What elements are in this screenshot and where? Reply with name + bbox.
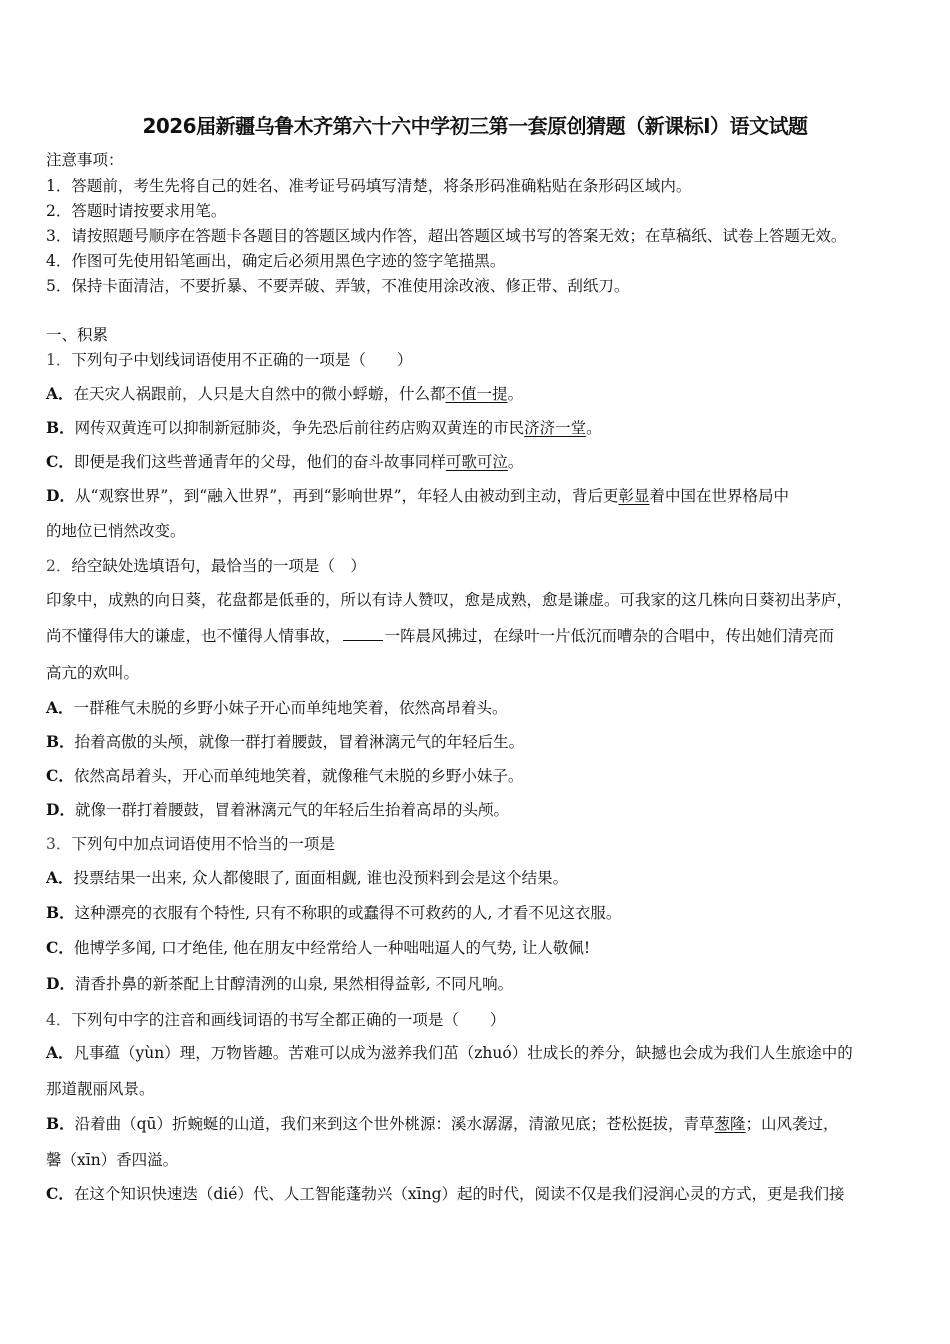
question-4-stem — [46, 1010, 505, 1030]
question-text: 下列句中字的注音和画线词语的书写全都正确的一项是（ ） — [71, 1011, 506, 1029]
option-label: D． — [46, 486, 75, 505]
passage-text: 一阵晨风拂过，在绿叶一片低沉而嘈杂的合唱中，传出她们清亮而 — [384, 627, 835, 645]
page-title: 2026届新疆乌鲁木齐第六十六中学初三第一套原创猜题（新课标Ⅰ）语文试题 — [142, 114, 808, 138]
option-label: A． — [46, 1043, 74, 1062]
option-label: B． — [46, 418, 75, 437]
passage-text: 尚不懂得伟大的谦虚，也不懂得人情事故， — [46, 627, 341, 645]
option-a — [46, 868, 568, 888]
option-label: C． — [46, 766, 74, 785]
section-heading: 一、积累 — [46, 326, 109, 344]
option-label: A． — [46, 698, 74, 717]
passage-line: 印象中，成熟的向日葵，花盘都是低垂的，所以有诗人赞叹，愈是成熟，愈是谦虚。可我家的这几株向日葵初出茅庐， — [46, 591, 853, 609]
option-label: D． — [46, 800, 75, 819]
option-text: 依然高昂着头，开心而单纯地笑着，就像稚气未脱的乡野小妹子。 — [73, 767, 524, 785]
option-label: A． — [46, 384, 74, 403]
option-label: C． — [46, 452, 74, 471]
option-a — [46, 1043, 853, 1063]
question-3-stem — [46, 834, 335, 854]
notice-item: 2．答题时请按要求用笔。 — [46, 202, 227, 220]
notice-item: 1．答题前，考生先将自己的姓名、准考证号码填写清楚，将条形码准确粘贴在条形码区域内。 — [46, 177, 692, 195]
option-c — [46, 452, 523, 472]
option-c — [46, 1184, 845, 1204]
option-label: D． — [46, 974, 75, 993]
option-text: 网传双黄连可以抑制新冠肺炎，争先恐后前往药店购双黄连的市民 — [74, 419, 525, 437]
option-label: C． — [46, 938, 74, 957]
option-text: 从“观察世界”，到“融入世界”，再到“影响世界”，年轻人由被动到主动，背后更 — [74, 487, 619, 505]
question-text: 下列句中加点词语使用不恰当的一项是 — [71, 835, 335, 853]
option-text: 清香扑鼻的新茶配上甘醇清洌的山泉, 果然相得益彰, 不同凡响。 — [74, 975, 514, 993]
option-b-continued: 馨（xīn）香四溢。 — [46, 1151, 179, 1169]
question-number: 3． — [46, 835, 72, 853]
question-text: 给空缺处选填语句，最恰当的一项是（ ） — [71, 557, 366, 575]
option-text: 就像一群打着腰鼓，冒着淋漓元气的年轻后生抬着高昂的头颅。 — [74, 801, 509, 819]
question-2-stem — [46, 556, 366, 576]
option-text: 。 — [507, 453, 524, 471]
question-text: 下列句子中划线词语使用不正确的一项是（ ） — [71, 351, 413, 369]
option-b — [46, 1114, 839, 1134]
notice-item: 3．请按照题号顺序在答题卡各题目的答题区域内作答，超出答题区域书写的答案无效；在草稿纸、试卷上答题无效。 — [46, 227, 847, 245]
option-c — [46, 766, 523, 786]
option-text: 抬着高傲的头颅，就像一群打着腰鼓，冒着淋漓元气的年轻后生。 — [74, 733, 525, 751]
option-d — [46, 800, 509, 820]
option-label: B． — [46, 1114, 75, 1133]
option-b — [46, 903, 621, 923]
option-text: 。 — [586, 419, 602, 437]
option-b — [46, 418, 602, 438]
option-a — [46, 384, 523, 404]
notice-heading: 注意事项： — [46, 151, 124, 169]
option-text: 。 — [507, 385, 524, 403]
option-b — [46, 732, 524, 752]
notice-item: 4．作图可先使用铅笔画出，确定后必须用黑色字迹的签字笔描黑。 — [46, 252, 506, 270]
option-text: 他博学多闻, 口才绝佳, 他在朋友中经常给人一种咄咄逼人的气势, 让人敬佩! — [73, 939, 591, 957]
option-label: C． — [46, 1184, 74, 1203]
option-text: 投票结果一出来, 众人都傻眼了, 面面相觑, 谁也没预料到会是这个结果。 — [73, 869, 569, 887]
option-label: A． — [46, 868, 74, 887]
option-c — [46, 938, 590, 958]
option-text: ；山风袭过， — [745, 1115, 839, 1133]
option-text: 凡事蕴（yùn）理，万物皆趣。苦难可以成为滋养我们茁（zhuó）壮成长的养分，缺撼也会成为我们人生旅途中的 — [73, 1044, 853, 1062]
option-label: B． — [46, 903, 75, 922]
underlined-word: 葱隆 — [714, 1115, 746, 1133]
option-text: 在天灾人祸跟前，人只是大自然中的微小蜉蝣，什么都 — [73, 385, 446, 403]
question-number: 2． — [46, 557, 72, 575]
underlined-word: 济济一堂 — [524, 419, 587, 437]
option-d-continued: 的地位已悄然改变。 — [46, 522, 186, 540]
option-d — [46, 974, 513, 994]
underlined-word: 不值一提 — [445, 385, 508, 403]
question-number: 4． — [46, 1011, 72, 1029]
fill-blank — [343, 626, 383, 641]
option-text: 在这个知识快速迭（dié）代、人工智能蓬勃兴（xīng）起的时代，阅读不仅是我们浸润心灵的方式，更是我们接 — [73, 1185, 845, 1203]
option-text: 沿着曲（qū）折蜿蜒的山道，我们来到这个世外桃源：溪水潺潺，清澈见底；苍松挺拔，青草 — [74, 1115, 715, 1133]
option-text: 即便是我们这些普通青年的父母，他们的奋斗故事同样 — [73, 453, 446, 471]
option-a — [46, 698, 508, 718]
option-text: 着中国在世界格局中 — [649, 487, 790, 505]
option-text: 这种漂亮的衣服有个特性, 只有不称职的或蠢得不可救药的人, 才看不见这衣服。 — [74, 904, 622, 922]
underlined-word: 彰显 — [618, 487, 650, 505]
passage-line — [46, 626, 834, 646]
passage-line: 高亢的欢叫。 — [46, 664, 140, 682]
underlined-word: 可歌可泣 — [445, 453, 508, 471]
option-d — [46, 486, 789, 506]
question-number: 1． — [46, 351, 72, 369]
notice-item: 5．保持卡面清洁，不要折暴、不要弄破、弄皱，不准使用涂改液、修正带、刮纸刀。 — [46, 277, 630, 295]
option-a-continued: 那道靓丽风景。 — [46, 1080, 155, 1098]
option-text: 一群稚气未脱的乡野小妹子开心而单纯地笑着，依然高昂着头。 — [73, 699, 508, 717]
question-1-stem — [46, 350, 412, 370]
option-label: B． — [46, 732, 75, 751]
